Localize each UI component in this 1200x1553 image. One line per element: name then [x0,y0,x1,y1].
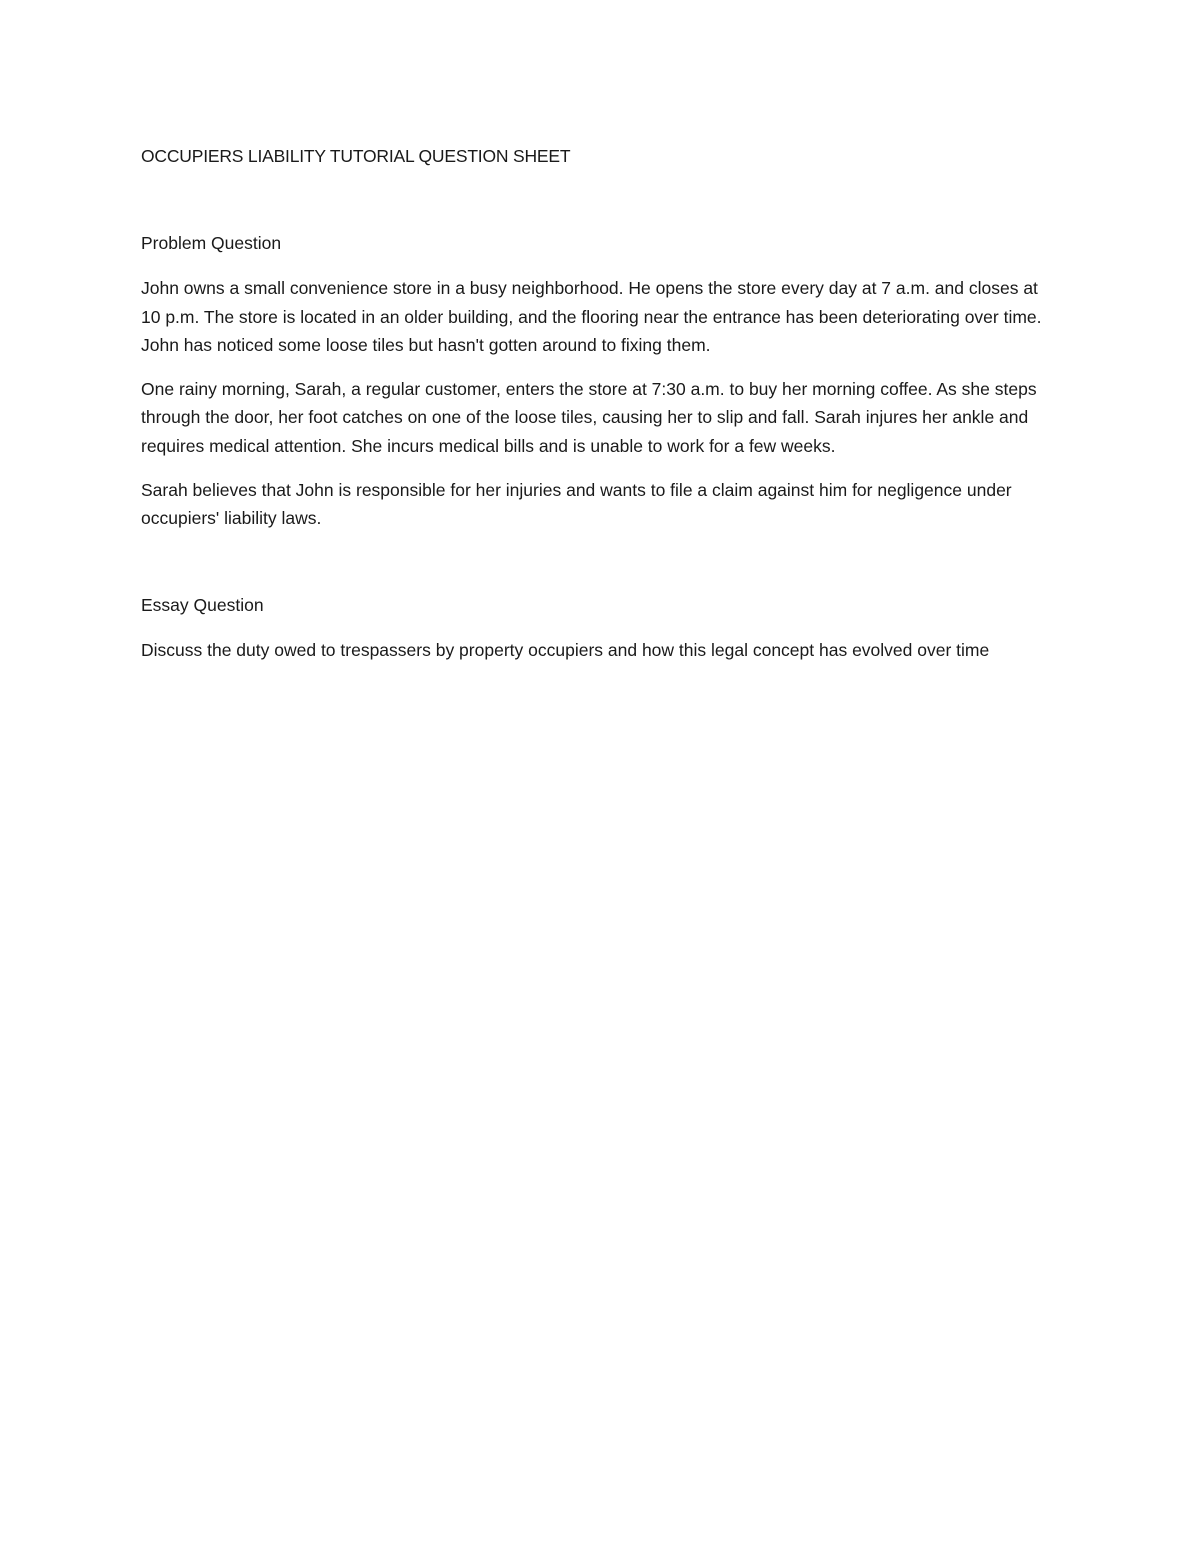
essay-question-heading: Essay Question [141,594,264,615]
problem-paragraph: John owns a small convenience store in a busy neighborhood. He opens the store every day at 7 a.m. and closes at 10 p.m. The store is located in an older building, and the flooring near the entrance has been deteriorating over time. John has noticed some loose tiles but hasn't gotten around to fixing them. [141,278,1042,356]
essay-paragraph: Discuss the duty owed to trespassers by property occupiers and how this legal concept has evolved over time [141,639,990,660]
problem-paragraph: One rainy morning, Sarah, a regular customer, enters the store at 7:30 a.m. to buy her morning coffee. As she steps through the door, her foot catches on one of the loose tiles, causing her to slip and fall. Sarah injures her ankle and requires medical attention. She incurs medical bills and is unable to work for a few weeks. [141,378,1037,456]
problem-question-heading: Problem Question [141,233,282,253]
document-body [141,142,1059,664]
document-title: OCCUPIERS LIABILITY TUTORIAL QUESTION SHEET [141,146,571,166]
problem-paragraph: Sarah believes that John is responsible for her injuries and wants to file a claim against him for negligence under occupiers' liability laws. [141,479,1012,529]
